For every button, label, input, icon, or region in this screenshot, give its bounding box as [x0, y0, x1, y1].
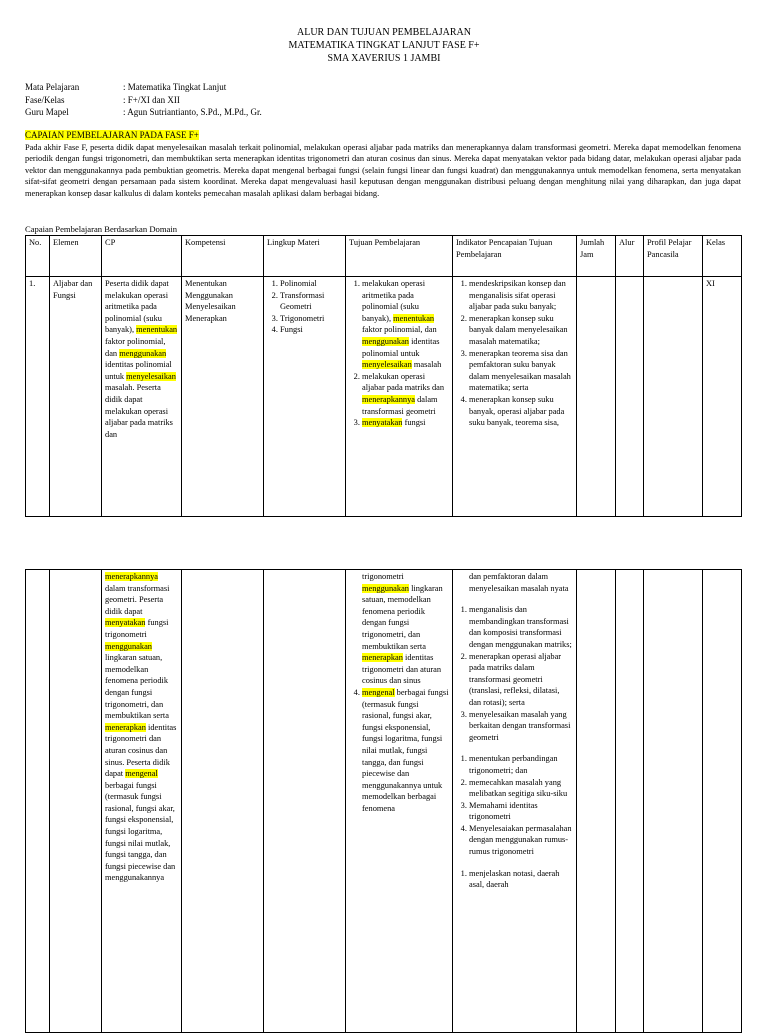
cp-section-title [25, 130, 199, 140]
meta-value: : Agun Sutriantianto, S.Pd., M.Pd., Gr. [123, 107, 262, 117]
highlight-run: menggunakan [362, 336, 409, 346]
text-run: berbagai fungsi (termasuk fungsi rasional, fungsi akar, fungsi eksponensial, fungsi logaritma, fungsi nilai mutlak, fungsi tangga, dan fungsi piecewise dan menggunakannya [105, 780, 176, 883]
kompetensi-item: Menentukan [185, 279, 227, 288]
highlight-run: menyatakan [105, 618, 146, 628]
text-run: Peserta didik dapat melakukan operasi aritmetika pada polinomial (suku banyak), [105, 279, 169, 335]
kompetensi-item: Menggunakan [185, 290, 233, 300]
table-row [26, 570, 742, 1033]
kompetensi-item: Menyelesaikan [185, 302, 236, 312]
row-number [26, 570, 50, 1033]
list-item: 4. Menyelesaiakan permasalahan dengan menggunakan rumus-rumus trigonometri [469, 823, 573, 858]
list-item: 2. menerapkan konsep suku banyak dalam menyelesaikan masalah matematika; [469, 313, 573, 348]
alur-table-part-1 [25, 235, 742, 517]
alur-cell [616, 570, 644, 1033]
text-run: berbagai fungsi (termasuk fungsi rasional, fungsi akar, fungsi eksponensial, fungsi logaritma, fungsi nilai mutlak, fungsi tangga, dan fungsi piecewise dan menggunakannya untuk memodelkan berbagai fenomena [362, 687, 449, 813]
elemen-cell [50, 570, 102, 1033]
lingkup-cell [264, 570, 346, 1033]
list-item: 3. menyelesaikan masalah yang berkaitan dengan transformasi geometri [469, 709, 573, 744]
column-header: Lingkup Materi [264, 236, 346, 277]
cp-paragraph: Pada akhir Fase F, peserta didik dapat menyelesaikan masalah terkait polinomial, melakukan operasi aljabar pada matriks dan menerapkannya dalam transformasi geometri. Mereka dapat memodelkan fenomena periodik dengan fungsi trigonometri, dan membuktikan serta menerapkan identitas trigonometri dan aturan cosinus dan sinus. Mereka dapat menyatakan vektor pada bidang datar, melakukan operasi aljabar pada vektor dan menggunakannya pada pembuktian geometris. Mereka dapat mengenal berbagai fungsi (selain fungsi linear dan fungsi kuadrat) dan menggunakannya untuk memodelkan fenomena, serta menyatakan sifat-sifat geometri dengan persamaan pada sistem koordinat. Mereka dapat mengevaluasi hasil keputusan dengan menggunakan distribusi peluang dengan menghitung nilai yang diharapkan, dan juga dapat menerapkan konsep dasar kalkulus di dalam konteks pemecahan masalah aplikasi dalam berbagai bidang. [25, 143, 741, 198]
column-header: CP [102, 236, 182, 277]
meta-value: : F+/XI dan XII [123, 94, 180, 105]
text-run: dalam transformasi geometri [362, 394, 438, 416]
column-header: Jumlah Jam [577, 236, 616, 277]
meta-row [25, 106, 262, 119]
meta-key: Guru Mapel [25, 107, 69, 117]
row-number: 1. [26, 277, 50, 517]
kompetensi-cell [182, 277, 264, 517]
highlight-run: menyatakan [362, 418, 403, 428]
list-item: 1. menentukan perbandingan trigonometri; dan [469, 753, 573, 776]
list-item: 3. menerapkan teorema sisa dan pemfaktoran suku banyak dalam menyelesaikan masalah matematika; serta [469, 348, 573, 394]
header-line-3: SMA XAVERIUS 1 JAMBI [327, 53, 441, 64]
indikator-cell [453, 277, 577, 517]
meta-info [25, 81, 262, 119]
column-header: Elemen [50, 236, 102, 277]
column-header: Indikator Pencapaian Tujuan Pembelajaran [453, 236, 577, 277]
meta-value: : Matematika Tingkat Lanjut [123, 82, 227, 92]
elemen-cell: Aljabar dan Fungsi [50, 277, 102, 517]
tujuan-continued [349, 571, 449, 687]
lingkup-list [267, 278, 342, 336]
indikator-list [456, 604, 573, 743]
tujuan-list [349, 687, 449, 815]
document-header [0, 26, 768, 65]
list-item [362, 278, 449, 371]
list-item: 4. Fungsi [280, 324, 342, 336]
column-header: No. [26, 236, 50, 277]
alur-table-part-2 [25, 569, 742, 1033]
text-run: dalam transformasi geometri. Peserta didik dapat [105, 583, 170, 616]
kelas-cell: XI [703, 277, 742, 517]
list-item: 2. Transformasi Geometri [280, 290, 342, 313]
list-item [362, 417, 449, 429]
highlight-run: menerapkan [105, 722, 146, 732]
highlight-run: menggunakan [362, 583, 409, 593]
profil-cell [644, 277, 703, 517]
column-header: Alur [616, 236, 644, 277]
text-run: melakukan operasi aljabar pada matriks dan [362, 371, 445, 393]
indikator-list [456, 868, 573, 891]
list-item: 2. menerapkan operasi aljabar pada matriks dalam transformasi geometri (translasi, refleksi, dilatasi, dan rotasi); serta [469, 651, 573, 709]
meta-key: Mata Pelajaran [25, 82, 80, 92]
text-run: masalah. Peserta didik dapat melakukan operasi aljabar pada matriks dan [105, 383, 173, 439]
text-run: melakukan operasi aritmetika pada polinomial (suku banyak), [362, 279, 426, 323]
list-item: 3. Memahami identitas trigonometri [469, 800, 573, 823]
highlight-run: menerapkan [362, 653, 403, 663]
alur-cell [616, 277, 644, 517]
list-item [362, 687, 449, 815]
text-run: identitas polinomial untuk [105, 360, 172, 381]
indikator-list [456, 278, 573, 429]
table-header-row [26, 236, 742, 277]
meta-key: Fase/Kelas [25, 94, 65, 105]
highlight-run: menggunakan [119, 348, 167, 358]
meta-row [25, 81, 262, 94]
list-item: 1. menganalisis dan membandingkan transformasi dan komposisi transformasi dengan menggunakan matriks; [469, 604, 573, 650]
text-run: fungsi [402, 418, 426, 428]
column-header: Profil Pelajar Pancasila [644, 236, 703, 277]
highlight-run: menyelesaikan [126, 371, 176, 381]
text-run: trigonometri [362, 572, 404, 581]
list-item: 3. Trigonometri [280, 313, 342, 325]
highlight-run: mengenal [125, 769, 158, 779]
kompetensi-item: Menerapkan [185, 313, 227, 323]
header-line-1: ALUR DAN TUJUAN PEMBELAJARAN [297, 27, 471, 38]
table-row [26, 277, 742, 517]
highlight-run: menerapkannya [105, 572, 159, 581]
text-run: faktor polinomial, dan [105, 336, 166, 358]
list-item: 4. menerapkan konsep suku banyak, operasi aljabar pada suku banyak, teorema sisa, [469, 394, 573, 429]
indikator-continued: dan pemfaktoran dalam menyelesaikan masalah nyata [469, 572, 569, 593]
text-run: identitas trigonometri dan aturan cosinus dan sinus [362, 653, 442, 686]
lingkup-cell [264, 277, 346, 517]
cp-cell [102, 570, 182, 1033]
kelas-cell [703, 570, 742, 1033]
tujuan-list [349, 278, 449, 429]
highlight-run: menentukan [136, 325, 178, 335]
highlight-run: mengenal [362, 687, 395, 697]
highlight-run: menyelesaikan [362, 360, 412, 370]
indikator-list [456, 753, 573, 857]
highlight-run: menggunakan [105, 641, 152, 651]
domain-title: Capaian Pembelajaran Berdasarkan Domain [25, 224, 178, 234]
cp-cell [102, 277, 182, 517]
list-item: 2. memecahkan masalah yang melibatkan segitiga siku-siku [469, 777, 573, 800]
meta-row [25, 94, 262, 107]
tujuan-cell [346, 277, 453, 517]
column-header: Kompetensi [182, 236, 264, 277]
profil-cell [644, 570, 703, 1033]
highlight-run: menentukan [393, 313, 435, 323]
text-run: faktor polinomial, dan [362, 325, 437, 335]
list-item: 1. mendeskripsikan konsep dan menganalisis sifat operasi aljabar pada suku banyak; [469, 278, 573, 313]
column-header: Tujuan Pembelajaran [346, 236, 453, 277]
tujuan-cell [346, 570, 453, 1033]
text-run: lingkaran satuan, memodelkan fenomena periodik dengan fungsi trigonometri, dan membuktikan serta [105, 653, 169, 721]
highlight-run: menerapkannya [362, 394, 416, 404]
text-run: fungsi trigonometri [105, 618, 169, 639]
list-item: 1. menjelaskan notasi, daerah asal, daerah [469, 868, 573, 891]
indikator-cell [453, 570, 577, 1033]
column-header: Kelas [703, 236, 742, 277]
cp-title-text: CAPAIAN PEMBELAJARAN PADA FASE F+ [25, 130, 199, 140]
text-run: lingkaran satuan, memodelkan fenomena periodik dengan fungsi trigonometri, dan membuktikan serta [362, 583, 443, 651]
jumlah-jam-cell [577, 277, 616, 517]
jumlah-jam-cell [577, 570, 616, 1033]
text-run: identitas trigonometri dan aturan cosinus dan sinus. Peserta didik dapat [105, 722, 177, 779]
text-run: identitas polinomial untuk [362, 336, 440, 358]
list-item [362, 371, 449, 417]
header-line-2: MATEMATIKA TINGKAT LANJUT FASE F+ [288, 40, 480, 51]
text-run: masalah [411, 360, 442, 370]
kompetensi-cell [182, 570, 264, 1033]
list-item: 1. Polinomial [280, 278, 342, 290]
